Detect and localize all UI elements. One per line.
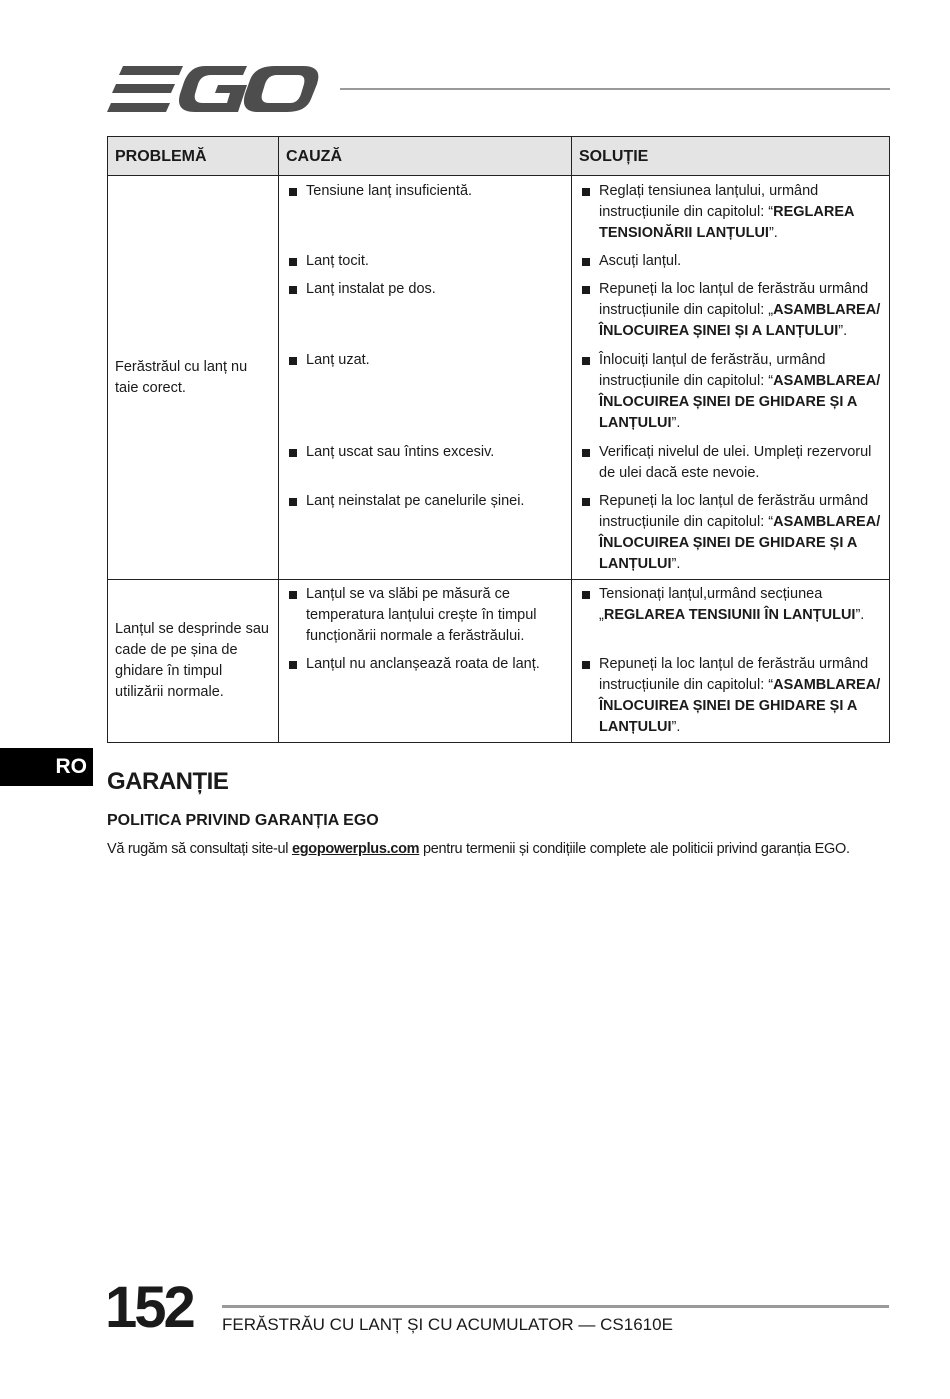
troubleshooting-table xyxy=(107,136,890,743)
bullet-icon xyxy=(582,258,590,266)
solution-ref: ASAMBLAREA/ ÎNLOCUIREA ȘINEI DE GHIDARE ȘI A LANȚULUI xyxy=(599,513,881,572)
solution-cell xyxy=(572,488,890,580)
cause-cell xyxy=(279,176,572,248)
solution-text: Înlocuiți lanțul de ferăstrău, urmând instrucțiunile din capitolul: “ xyxy=(599,351,826,389)
cause-text: Lanț uzat. xyxy=(306,351,370,368)
solution-ref: ASAMBLAREA/ ÎNLOCUIREA ȘINEI ȘI A LANȚULUI xyxy=(599,301,881,339)
cause-cell xyxy=(279,347,572,439)
solution-cell xyxy=(572,276,890,347)
table-row xyxy=(108,580,890,651)
cause-cell xyxy=(279,439,572,488)
solution-text: Ascuți lanțul. xyxy=(599,252,682,269)
solution-text: Verificați nivelul de ulei. Umpleți rezervorul de ulei dacă este nevoie. xyxy=(599,443,872,481)
cause-text: Lanț tocit. xyxy=(306,252,369,269)
cause-text: Lanț instalat pe dos. xyxy=(306,280,436,297)
table-header-row xyxy=(108,137,890,176)
cause-text: Lanțul nu anclanșează roata de lanț. xyxy=(306,655,540,672)
solution-end: ”. xyxy=(671,718,681,735)
solution-ref: ASAMBLAREA/ ÎNLOCUIREA ȘINEI DE GHIDARE ȘI A LANȚULUI xyxy=(599,372,881,431)
bullet-icon xyxy=(582,591,590,599)
bullet-icon xyxy=(289,258,297,266)
solution-end: ”. xyxy=(838,322,848,339)
section-subtitle: POLITICA PRIVIND GARANȚIA EGO xyxy=(107,812,379,829)
header-solution: SOLUȚIE xyxy=(572,137,890,176)
cause-text: Tensiune lanț insuficientă. xyxy=(306,183,473,199)
solution-ref: ASAMBLAREA/ ÎNLOCUIREA ȘINEI DE GHIDARE ȘI A LANȚULUI xyxy=(599,676,881,735)
bullet-icon xyxy=(582,286,590,294)
bullet-icon xyxy=(289,357,297,365)
cause-cell xyxy=(279,651,572,743)
cause-cell xyxy=(279,488,572,580)
solution-text: Reglați tensiunea lanțului, urmând instrucțiunile din capitolul: “ xyxy=(599,183,819,220)
ego-logo xyxy=(107,66,319,112)
cause-text: Lanțul se va slăbi pe măsură ce temperatura lanțului crește în timpul funcționării normale a ferăstrăului. xyxy=(306,586,537,644)
section-title: GARANȚIE xyxy=(107,768,229,795)
solution-text: Repuneți la loc lanțul de ferăstrău urmând instrucțiunile din capitolul: “ xyxy=(599,655,869,693)
cause-cell xyxy=(279,248,572,276)
solution-end: ”. xyxy=(768,225,778,241)
solution-cell xyxy=(572,176,890,248)
bullet-icon xyxy=(582,661,590,669)
solution-cell xyxy=(572,439,890,488)
solution-cell xyxy=(572,347,890,439)
bullet-icon xyxy=(289,498,297,506)
bullet-icon xyxy=(582,357,590,365)
bullet-icon xyxy=(289,286,297,294)
warranty-text-before: Vă rugăm să consultați site-ul xyxy=(107,841,292,857)
solution-end: ”. xyxy=(671,414,681,431)
website-link[interactable]: egopowerplus.com xyxy=(291,841,420,857)
language-tab: RO xyxy=(0,748,93,786)
solution-text: Repuneți la loc lanțul de ferăstrău urmând instrucțiunile din capitolul: „ xyxy=(599,280,869,318)
header-problem: PROBLEMĂ xyxy=(108,137,279,176)
warranty-text-after: pentru termenii și condițiile complete ale politicii privind garanția EGO. xyxy=(419,841,850,857)
problem-cell: Ferăstrăul cu lanț nu taie corect. xyxy=(108,176,279,580)
solution-text: Repuneți la loc lanțul de ferăstrău urmând instrucțiunile din capitolul: “ xyxy=(599,492,869,530)
footer-title: FERĂSTRĂU CU LANȚ ȘI CU ACUMULATOR — CS1610E xyxy=(222,1315,673,1334)
header-rule xyxy=(340,88,890,90)
solution-ref: REGLAREA TENSIUNII ÎN LANȚULUI xyxy=(603,607,856,623)
cause-cell xyxy=(279,580,572,651)
bullet-icon xyxy=(582,188,590,196)
bullet-icon xyxy=(289,188,297,196)
solution-cell xyxy=(572,580,890,651)
bullet-icon xyxy=(582,449,590,457)
solution-text: Tensionați lanțul,urmând secțiunea „ xyxy=(599,586,823,623)
solution-cell xyxy=(572,248,890,276)
warranty-text xyxy=(107,841,850,857)
bullet-icon xyxy=(289,661,297,669)
page-number: 152 xyxy=(105,1275,193,1340)
header-cause: CAUZĂ xyxy=(279,137,572,176)
cause-cell xyxy=(279,276,572,347)
footer-rule xyxy=(222,1305,889,1308)
problem-cell: Lanțul se desprinde sau cade de pe șina de ghidare în timpul utilizării normale. xyxy=(108,580,279,743)
solution-end: ”. xyxy=(855,607,865,623)
cause-text: Lanț neinstalat pe canelurile șinei. xyxy=(306,492,525,509)
bullet-icon xyxy=(289,449,297,457)
cause-text: Lanț uscat sau întins excesiv. xyxy=(306,443,495,460)
solution-end: ”. xyxy=(671,555,681,572)
solution-cell xyxy=(572,651,890,743)
bullet-icon xyxy=(289,591,297,599)
table-row xyxy=(108,176,890,248)
solution-ref: REGLAREA TENSIONĂRII LANȚULUI xyxy=(599,204,854,241)
bullet-icon xyxy=(582,498,590,506)
